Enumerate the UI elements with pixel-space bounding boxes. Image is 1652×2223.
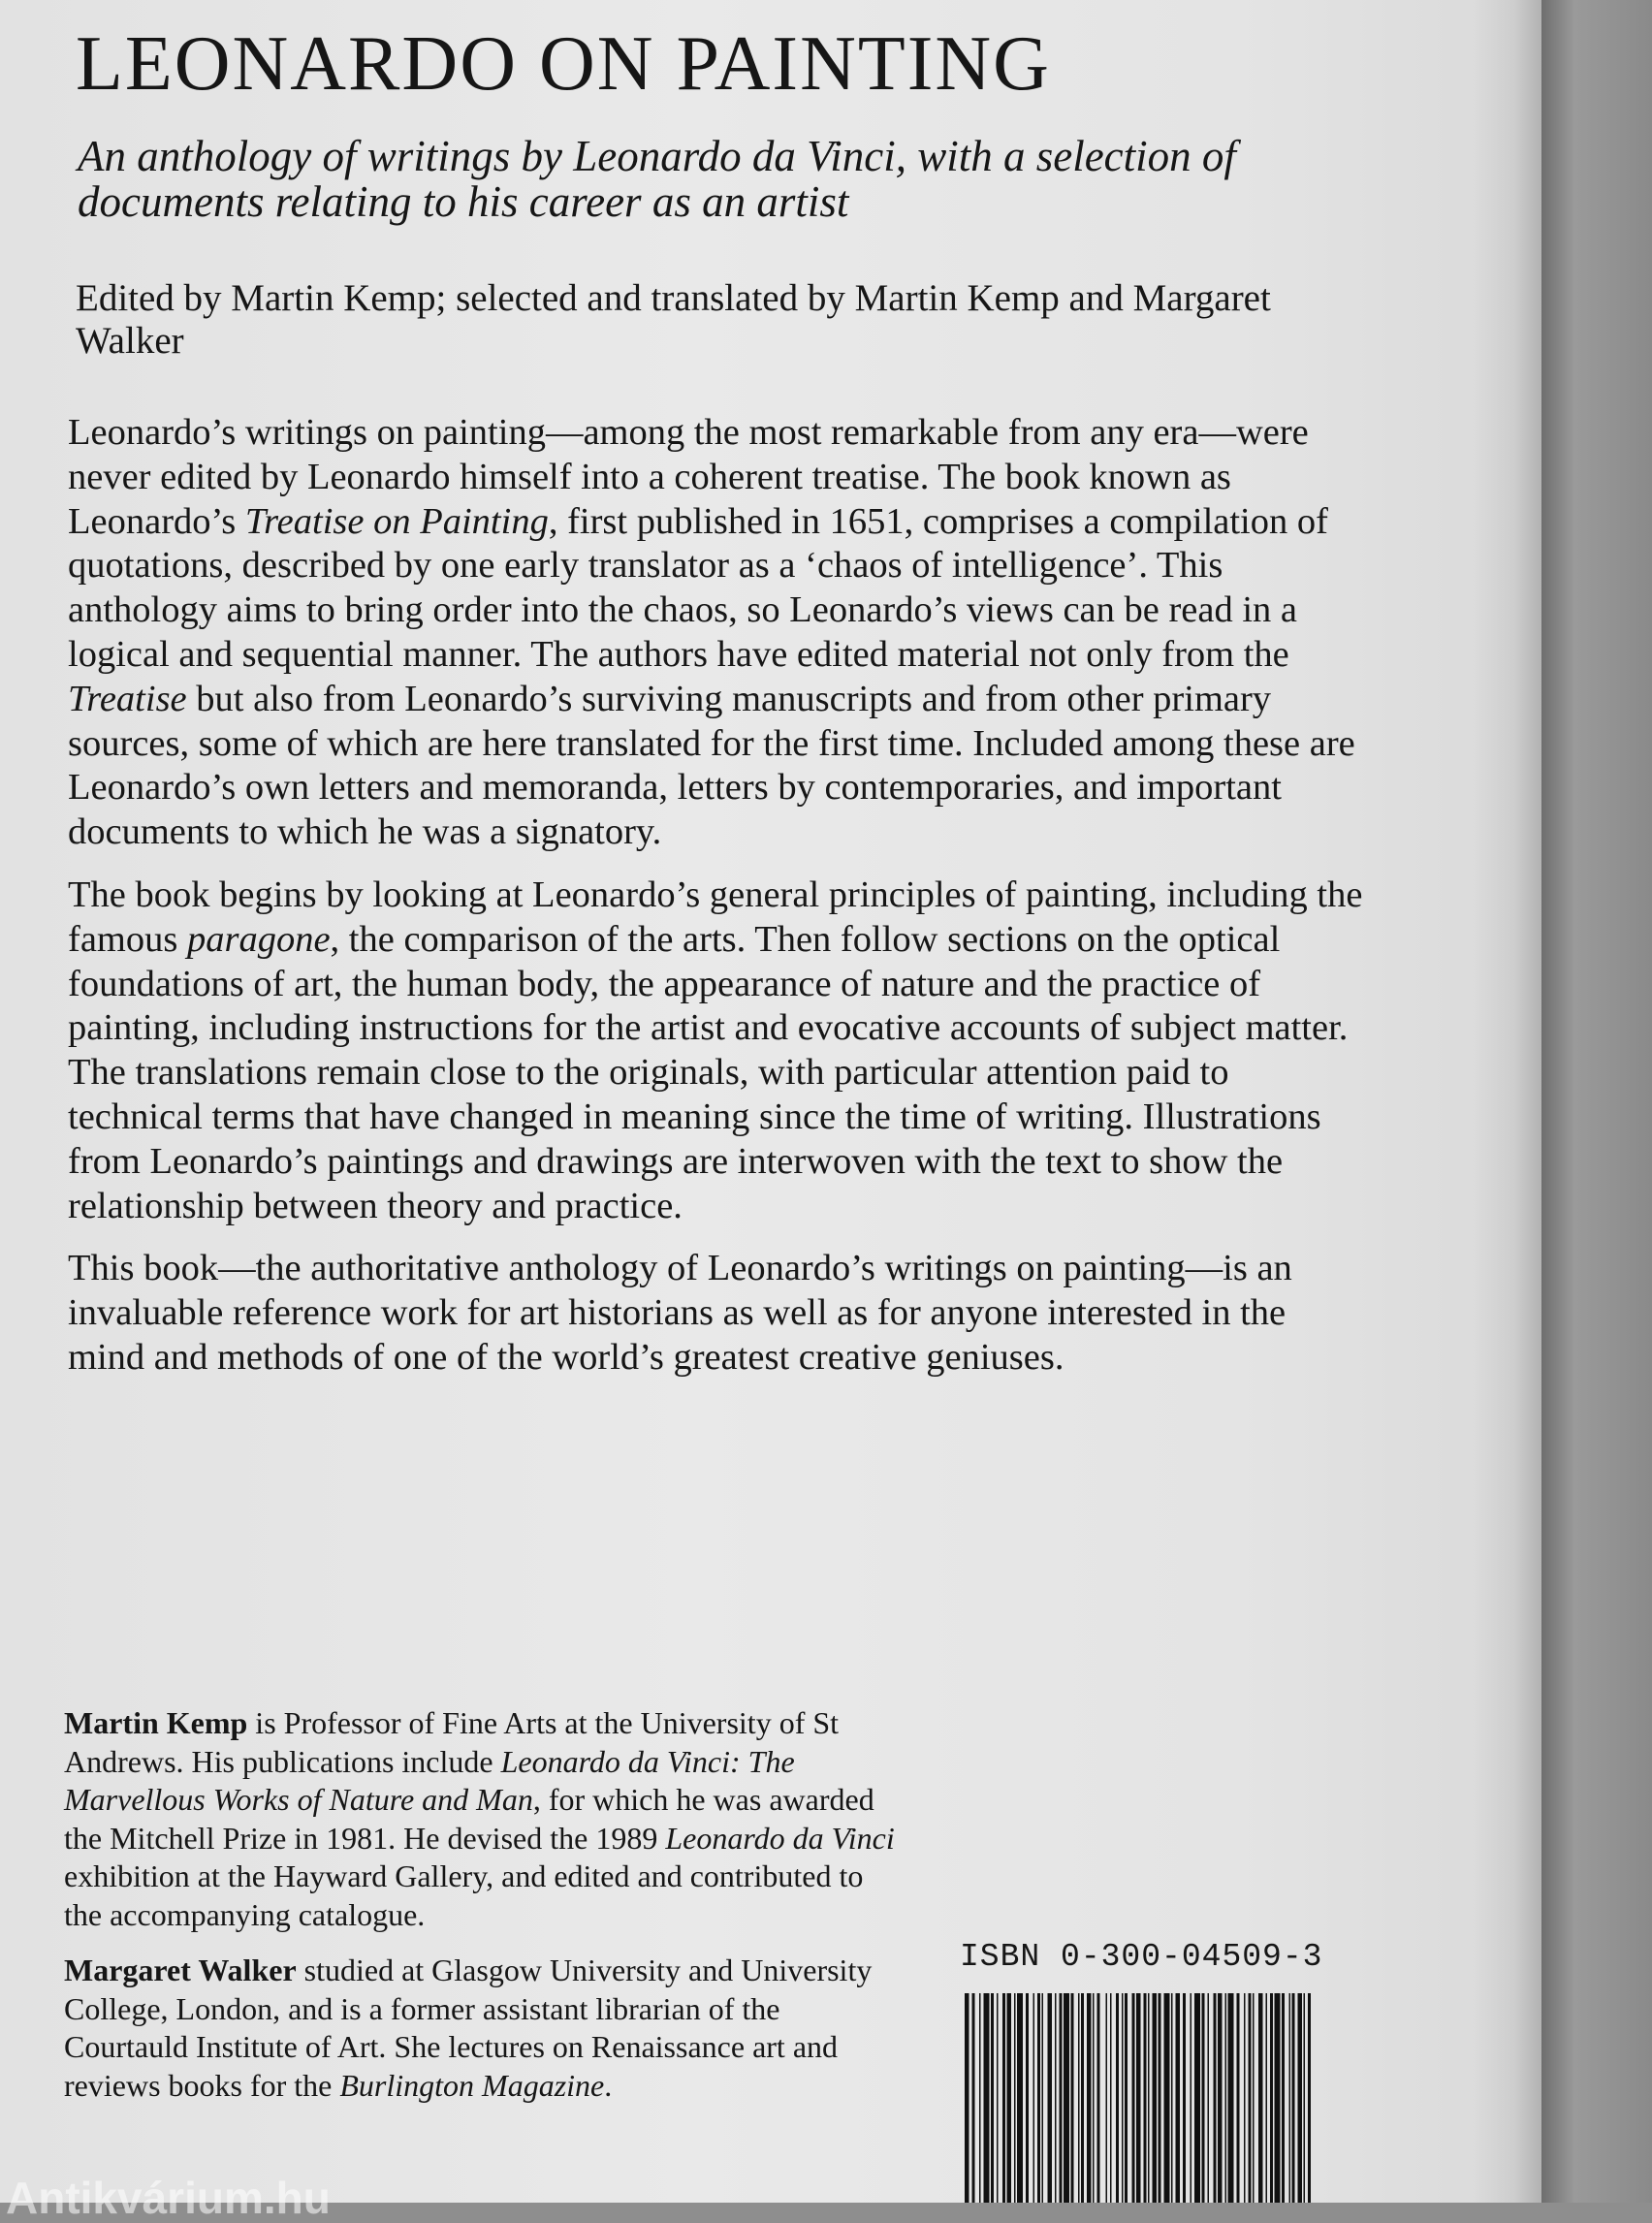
bio-text: studied at Glasgow University and University College, London, and is a former assistant librarian of the Courtauld Institute of Art. She lectures on Renaissance art and reviews books for the (64, 1953, 873, 2103)
watermark: Antikvárium.hu (6, 2173, 331, 2223)
barcode-bar (1017, 1993, 1023, 2203)
barcode-bar (1007, 1993, 1012, 2203)
barcode-bar (1153, 1993, 1158, 2203)
author-bios (64, 1704, 898, 2122)
barcode-bar (984, 1993, 990, 2203)
blurb-text: but also from Leonardo’s surviving manuscripts and from other primary sources, some of which are here translated for the first time. Included among these are Leonardo’s own letters and memoranda, letters by contemporaries, and important documents to which he was a signatory. (68, 678, 1355, 853)
editors-credit: Edited by Martin Kemp; selected and translated by Martin Kemp and Margaret Walker (76, 277, 1271, 362)
bio-name: Martin Kemp (64, 1705, 248, 1740)
barcode-bar (1132, 1993, 1135, 2203)
barcode-bar (1055, 1993, 1057, 2203)
barcode-bar (1033, 1993, 1035, 2203)
barcode-bar (979, 1993, 981, 2203)
bio-text: exhibition at the Hayward Gallery, and edited and contributed to the accompanying catalogue. (64, 1858, 864, 1932)
barcode-bar (1093, 1993, 1095, 2203)
blurb-paragraph-2 (68, 873, 1367, 1228)
barcode-bar (1249, 1993, 1252, 2203)
barcode-bar (1037, 1993, 1040, 2203)
bio-italic: Burlington Magazine (339, 2067, 605, 2103)
blurb-text: , the comparison of the arts. Then follow sections on the optical foundations of art, the human body, the appearance of nature and the practice of painting, including instructions for the artist and evocative accounts of subject matter. The translations remain close to the originals, with particular attention paid to technical terms that have changed in meaning since the time of writing. Illustrations from Leonardo’s paintings and drawings are interwoven with the text to show the relationship between theory and practice. (68, 918, 1349, 1226)
background-surface (1541, 0, 1652, 2203)
barcode-bar (1304, 1993, 1306, 2203)
barcode-bar (1176, 1993, 1181, 2203)
barcode-bar (1183, 1993, 1186, 2203)
book-title: LEONARDO ON PAINTING (76, 21, 1051, 107)
barcode-bar (1014, 1993, 1016, 2203)
barcode (965, 1993, 1316, 2203)
barcode-bar (1081, 1993, 1084, 2203)
barcode-bar (1253, 1993, 1255, 2203)
barcode-bar (1116, 1993, 1119, 2203)
barcode-bar (1164, 1993, 1170, 2203)
barcode-bar (1270, 1993, 1273, 2203)
barcode-bar (1244, 1993, 1246, 2203)
barcode-bar (1171, 1993, 1173, 2203)
barcode-bar (1282, 1993, 1285, 2203)
blurb-italic: Treatise (68, 678, 187, 719)
barcode-bar (1122, 1993, 1124, 2203)
blurb-text: The book begins by looking at Leonardo’s general principles of painting, including the famous (68, 873, 1363, 960)
blurb-italic: paragone (186, 918, 331, 960)
barcode-bar (1042, 1993, 1044, 2203)
barcode-bar (1202, 1993, 1205, 2203)
book-subtitle: An anthology of writings by Leonardo da Vinci, with a selection of documents relating to his career as an artist (78, 132, 1236, 226)
barcode-bar (1002, 1993, 1005, 2203)
barcode-bar (1064, 1993, 1069, 2203)
barcode-bar (1208, 1993, 1210, 2203)
bio-text: is Professor of Fine Arts at the University of St Andrews. His publications include (64, 1705, 840, 1779)
barcode-bar (1106, 1993, 1108, 2203)
barcode-bar (991, 1993, 994, 2203)
barcode-bar (1148, 1993, 1150, 2203)
barcode-bar (1191, 1993, 1192, 2203)
blurb-paragraph-1 (68, 411, 1367, 855)
cover-edge-shadow (1474, 0, 1541, 2203)
bio-martin-kemp (64, 1704, 898, 1934)
barcode-bar (972, 1993, 975, 2203)
barcode-bar (1071, 1993, 1074, 2203)
bio-name: Margaret Walker (64, 1953, 297, 1987)
barcode-bar (1078, 1993, 1080, 2203)
barcode-bar (1289, 1993, 1291, 2203)
isbn-label: ISBN 0-300-04509-3 (960, 1939, 1323, 1975)
blurb-text: , first published in 1651, comprises a compilation of quotations, described by one early translator as a ‘chaos of intelligence’. This anthology aims to bring order into the chaos, so Leonardo’s views can be read in a logical and sequential manner. The authors have edited material not only from the (68, 500, 1328, 675)
blurb-text: Leonardo’s writings on painting—among the most remarkable from any era—were never edited by Leonardo himself into a coherent treatise. The book known as Leonardo’s (68, 412, 1309, 542)
blurb-italic: Treatise on Painting (244, 500, 549, 542)
barcode-bar (1258, 1993, 1263, 2203)
barcode-bar (1308, 1993, 1311, 2203)
barcode-bar (1159, 1993, 1161, 2203)
barcode-bar (1136, 1993, 1141, 2203)
barcode-bar (965, 1993, 969, 2203)
barcode-bar (1218, 1993, 1223, 2203)
blurb-paragraph-3: This book—the authoritative anthology of Leonardo’s writings on painting—is an invaluable reference work for art historians as well as for anyone interested in the mind and methods of one of the world’s greatest creative geniuses. (68, 1248, 1292, 1378)
bio-italic: Leonardo da Vinci (665, 1820, 895, 1856)
bio-text: , for which he was awarded the Mitchell Prize in 1981. He devised the 1989 (64, 1782, 874, 1856)
barcode-bar (1228, 1993, 1234, 2203)
barcode-bar (1097, 1993, 1100, 2203)
barcode-bar (1225, 1993, 1227, 2203)
bio-margaret-walker (64, 1952, 898, 2105)
barcode-bar (1087, 1993, 1092, 2203)
bio-italic: Leonardo da Vinci: The Marvellous Works of Nature and Man (64, 1743, 795, 1817)
barcode-bar (1292, 1993, 1295, 2203)
barcode-bar (997, 1993, 999, 2203)
barcode-bar (1275, 1993, 1281, 2203)
barcode-bar (1214, 1993, 1217, 2203)
blurb (68, 411, 1367, 1399)
barcode-bar (1060, 1993, 1063, 2203)
barcode-bar (1298, 1993, 1303, 2203)
barcode-bar (1194, 1993, 1200, 2203)
bio-text: . (604, 2067, 613, 2103)
barcode-bar (1266, 1993, 1268, 2203)
barcode-bar (1026, 1993, 1029, 2203)
barcode-bar (1144, 1993, 1147, 2203)
barcode-bar (1237, 1993, 1240, 2203)
barcode-bar (1110, 1993, 1112, 2203)
barcode-bar (1048, 1993, 1053, 2203)
barcode-bar (1125, 1993, 1128, 2203)
